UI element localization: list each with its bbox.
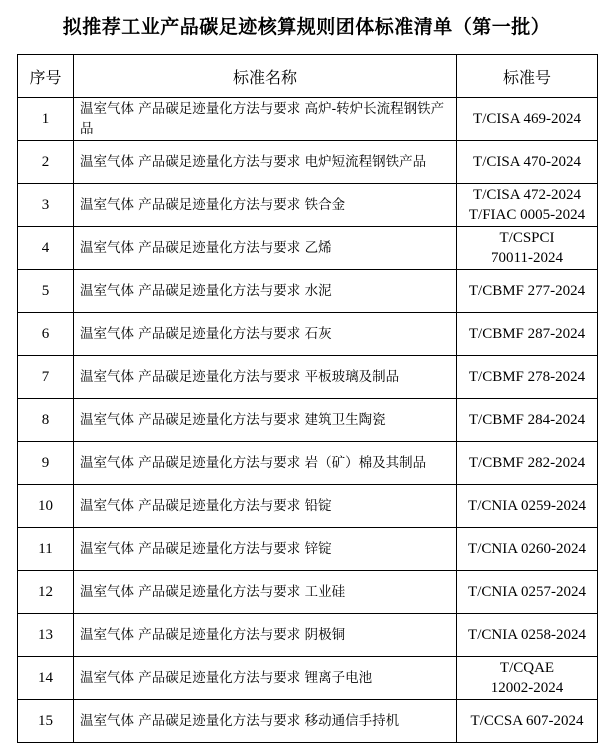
cell-serial-no: 9 <box>18 442 74 485</box>
cell-serial-no: 15 <box>18 700 74 743</box>
header-standard-code: 标准号 <box>457 55 598 98</box>
cell-standard-name: 温室气体 产品碳足迹量化方法与要求 阴极铜 <box>74 614 457 657</box>
table-row <box>18 313 598 356</box>
cell-standard-name: 温室气体 产品碳足迹量化方法与要求 移动通信手持机 <box>74 700 457 743</box>
table-row <box>18 442 598 485</box>
cell-standard-name: 温室气体 产品碳足迹量化方法与要求 高炉-转炉长流程钢铁产品 <box>74 98 457 141</box>
table-row <box>18 270 598 313</box>
document-title: 拟推荐工业产品碳足迹核算规则团体标准清单（第一批） <box>62 16 551 38</box>
table-row <box>18 614 598 657</box>
header-serial-no: 序号 <box>18 55 74 98</box>
table-row <box>18 356 598 399</box>
cell-serial-no: 13 <box>18 614 74 657</box>
cell-standard-code: T/CBMF 277-2024 <box>457 270 598 313</box>
cell-serial-no: 3 <box>18 184 74 227</box>
cell-standard-code: T/CBMF 282-2024 <box>457 442 598 485</box>
standards-table <box>17 54 598 743</box>
table-row <box>18 485 598 528</box>
table-row <box>18 399 598 442</box>
cell-serial-no: 2 <box>18 141 74 184</box>
cell-standard-code: T/CBMF 278-2024 <box>457 356 598 399</box>
cell-standard-code: T/CBMF 284-2024 <box>457 399 598 442</box>
cell-serial-no: 7 <box>18 356 74 399</box>
cell-standard-code: T/CNIA 0259-2024 <box>457 485 598 528</box>
cell-standard-name: 温室气体 产品碳足迹量化方法与要求 工业硅 <box>74 571 457 614</box>
cell-standard-code: T/CNIA 0258-2024 <box>457 614 598 657</box>
cell-serial-no: 8 <box>18 399 74 442</box>
cell-standard-name: 温室气体 产品碳足迹量化方法与要求 铁合金 <box>74 184 457 227</box>
cell-standard-code: T/CISA 472-2024 T/FIAC 0005-2024 <box>457 184 598 227</box>
cell-serial-no: 4 <box>18 227 74 270</box>
cell-serial-no: 5 <box>18 270 74 313</box>
table-row <box>18 700 598 743</box>
cell-serial-no: 12 <box>18 571 74 614</box>
header-standard-name: 标准名称 <box>74 55 457 98</box>
table-row <box>18 571 598 614</box>
cell-serial-no: 11 <box>18 528 74 571</box>
cell-serial-no: 1 <box>18 98 74 141</box>
cell-serial-no: 6 <box>18 313 74 356</box>
cell-standard-name: 温室气体 产品碳足迹量化方法与要求 锂离子电池 <box>74 657 457 700</box>
cell-standard-code: T/CISA 469-2024 <box>457 98 598 141</box>
cell-standard-name: 温室气体 产品碳足迹量化方法与要求 平板玻璃及制品 <box>74 356 457 399</box>
cell-standard-name: 温室气体 产品碳足迹量化方法与要求 岩（矿）棉及其制品 <box>74 442 457 485</box>
table-row <box>18 227 598 270</box>
cell-standard-name: 温室气体 产品碳足迹量化方法与要求 电炉短流程钢铁产品 <box>74 141 457 184</box>
cell-standard-code: T/CSPCI 70011-2024 <box>457 227 598 270</box>
table-row <box>18 98 598 141</box>
cell-standard-code: T/CCSA 607-2024 <box>457 700 598 743</box>
cell-serial-no: 14 <box>18 657 74 700</box>
cell-standard-name: 温室气体 产品碳足迹量化方法与要求 乙烯 <box>74 227 457 270</box>
cell-standard-name: 温室气体 产品碳足迹量化方法与要求 锌锭 <box>74 528 457 571</box>
cell-standard-code: T/CNIA 0260-2024 <box>457 528 598 571</box>
table-row <box>18 141 598 184</box>
cell-standard-code: T/CISA 470-2024 <box>457 141 598 184</box>
table-row <box>18 184 598 227</box>
cell-standard-code: T/CBMF 287-2024 <box>457 313 598 356</box>
table-row <box>18 657 598 700</box>
cell-standard-name: 温室气体 产品碳足迹量化方法与要求 铅锭 <box>74 485 457 528</box>
cell-standard-code: T/CQAE 12002-2024 <box>457 657 598 700</box>
cell-standard-code: T/CNIA 0257-2024 <box>457 571 598 614</box>
table-header-row <box>18 55 598 98</box>
cell-standard-name: 温室气体 产品碳足迹量化方法与要求 水泥 <box>74 270 457 313</box>
cell-standard-name: 温室气体 产品碳足迹量化方法与要求 石灰 <box>74 313 457 356</box>
cell-standard-name: 温室气体 产品碳足迹量化方法与要求 建筑卫生陶瓷 <box>74 399 457 442</box>
table-row <box>18 528 598 571</box>
cell-serial-no: 10 <box>18 485 74 528</box>
